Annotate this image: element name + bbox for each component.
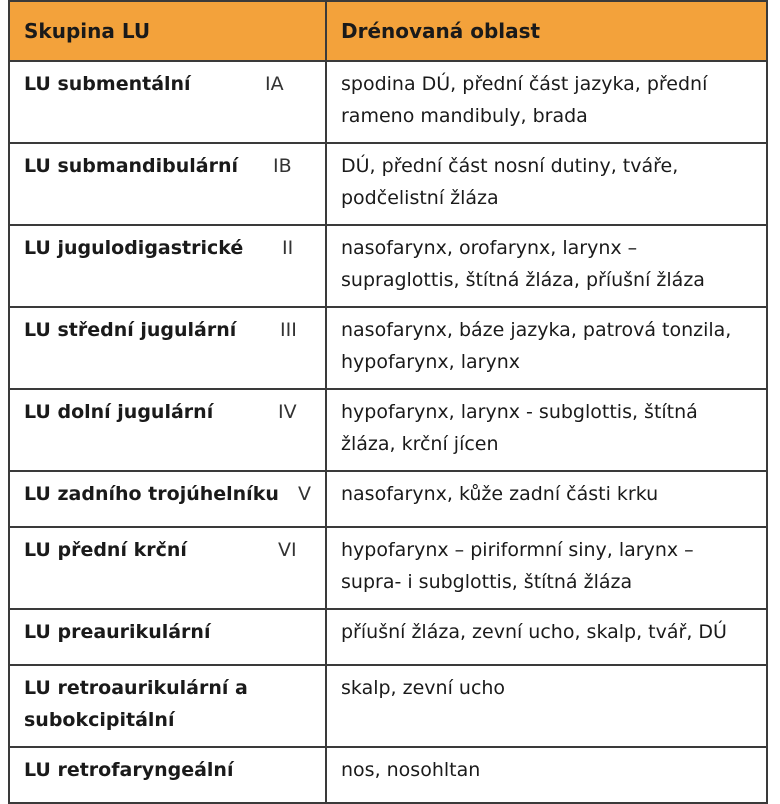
drained-area-cell: nasofarynx, báze jazyka, patrová tonzila, hypofarynx, larynx xyxy=(326,307,767,389)
table-row xyxy=(9,665,767,747)
drained-area-cell: skalp, zevní ucho xyxy=(326,665,767,747)
level-label: IV xyxy=(278,401,297,423)
row-name-cell xyxy=(9,747,326,803)
lymph-node-table xyxy=(8,0,768,804)
table-row xyxy=(9,527,767,609)
row-name-cell xyxy=(9,471,326,527)
header-lymph-group: Skupina LU xyxy=(9,1,326,61)
level-label: VI xyxy=(278,539,297,561)
drained-area-cell: nasofarynx, orofarynx, larynx – supraglottis, štítná žláza, příušní žláza xyxy=(326,225,767,307)
table-row xyxy=(9,609,767,665)
drained-area-cell: nasofarynx, kůže zadní části krku xyxy=(326,471,767,527)
row-name-cell xyxy=(9,665,326,747)
level-label: III xyxy=(280,319,297,341)
table-row xyxy=(9,389,767,471)
drained-area-cell: příušní žláza, zevní ucho, skalp, tvář, DÚ xyxy=(326,609,767,665)
lymph-group-name: LU retroaurikulární a subokcipitální xyxy=(24,677,248,731)
lymph-group-name: LU dolní jugulární xyxy=(24,401,214,423)
table-row xyxy=(9,307,767,389)
row-name-cell xyxy=(9,143,326,225)
lymph-group-name: LU zadního trojúhelníku xyxy=(24,483,279,505)
drained-area-cell: nos, nosohltan xyxy=(326,747,767,803)
table-row xyxy=(9,471,767,527)
lymph-group-name: LU submentální xyxy=(24,73,191,95)
lymph-group-name: LU střední jugulární xyxy=(24,319,237,341)
level-label: V xyxy=(298,483,311,505)
level-label: IA xyxy=(265,73,284,95)
table-header-row xyxy=(9,1,767,61)
level-label: IB xyxy=(273,155,292,177)
drained-area-cell: hypofarynx – piriformní siny, larynx – supra- i subglottis, štítná žláza xyxy=(326,527,767,609)
header-drained-area: Drénovaná oblast xyxy=(326,1,767,61)
drained-area-cell: hypofarynx, larynx - subglottis, štítná žláza, krční jícen xyxy=(326,389,767,471)
drained-area-cell: spodina DÚ, přední část jazyka, přední rameno mandibuly, brada xyxy=(326,61,767,143)
drained-area-cell: DÚ, přední část nosní dutiny, tváře, podčelistní žláza xyxy=(326,143,767,225)
lymph-group-name: LU jugulodigastrické xyxy=(24,237,244,259)
row-name-cell xyxy=(9,389,326,471)
row-name-cell xyxy=(9,527,326,609)
table-row xyxy=(9,747,767,803)
table-row xyxy=(9,225,767,307)
lymph-group-name: LU preaurikulární xyxy=(24,621,211,643)
level-label: II xyxy=(282,237,294,259)
table-row xyxy=(9,61,767,143)
table-row xyxy=(9,143,767,225)
lymph-group-name: LU submandibulární xyxy=(24,155,239,177)
row-name-cell xyxy=(9,609,326,665)
row-name-cell xyxy=(9,225,326,307)
row-name-cell xyxy=(9,307,326,389)
lymph-group-name: LU retrofaryngeální xyxy=(24,759,234,781)
lymph-group-name: LU přední krční xyxy=(24,539,187,561)
row-name-cell xyxy=(9,61,326,143)
